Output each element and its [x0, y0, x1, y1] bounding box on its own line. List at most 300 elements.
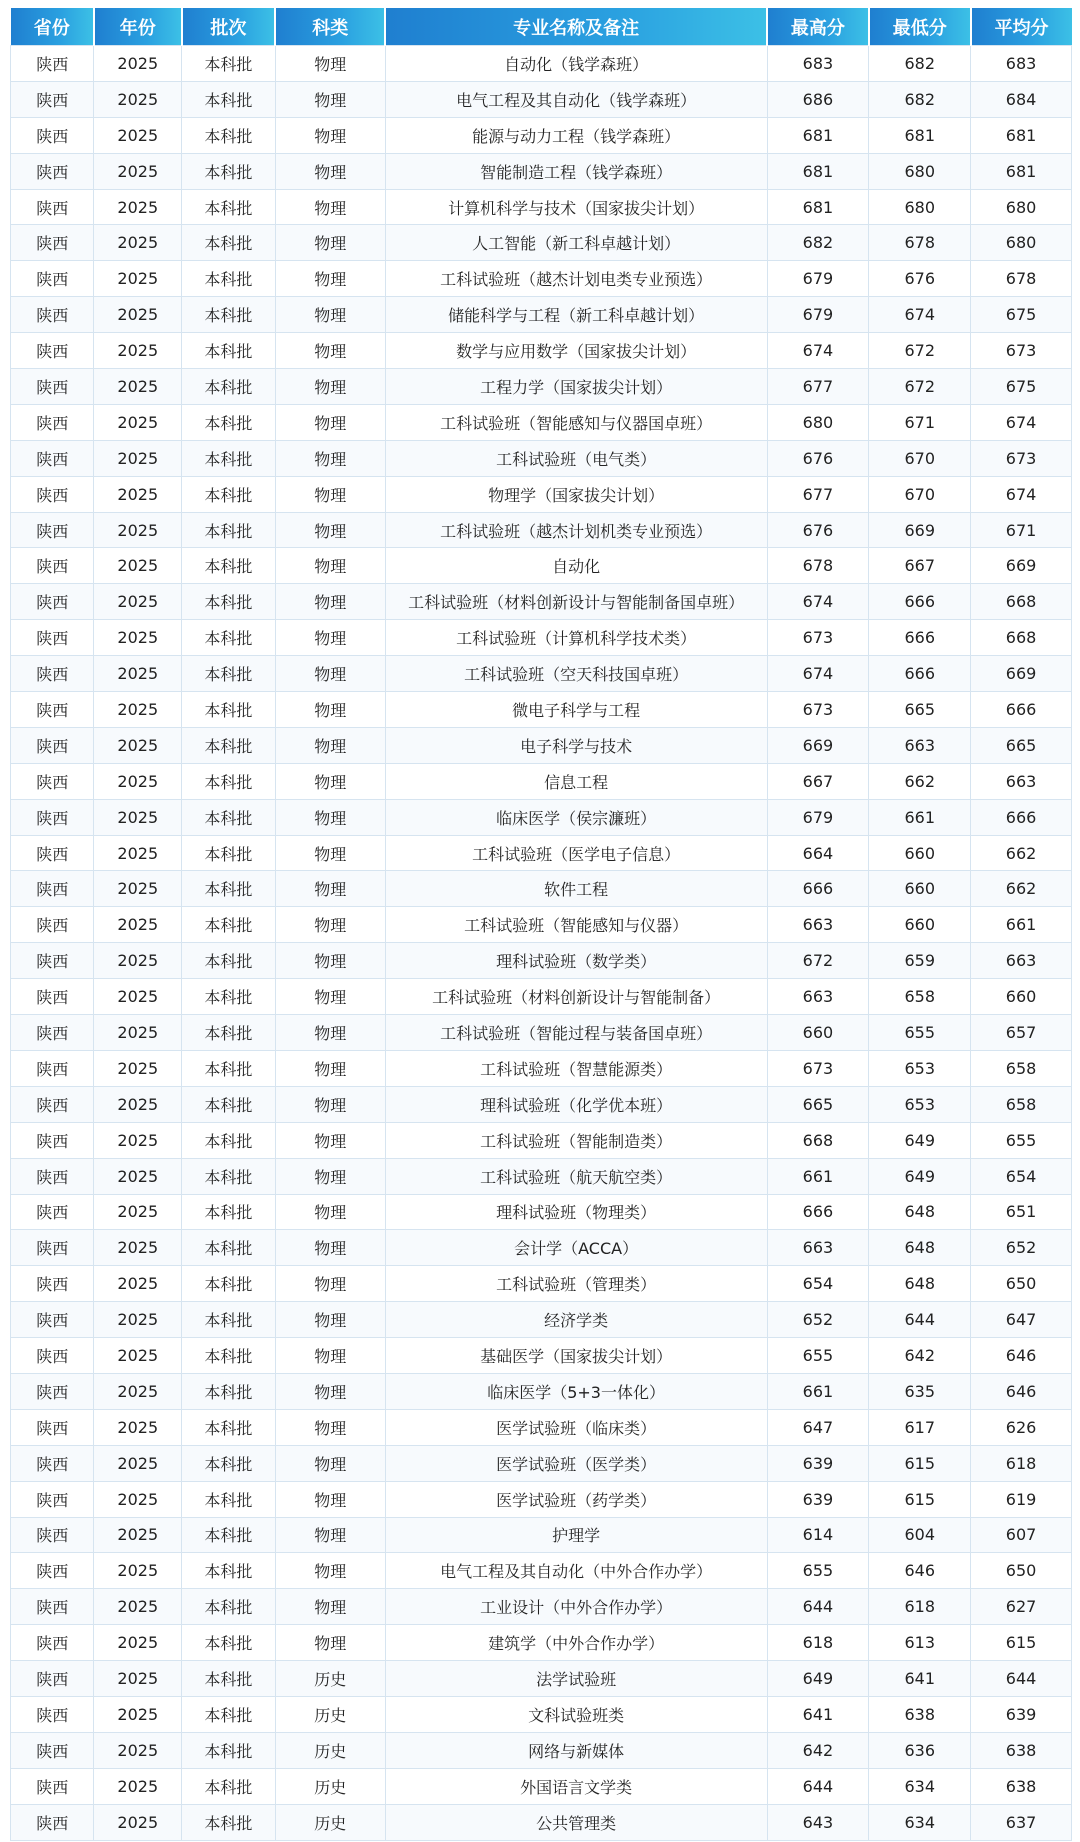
table-row: [11, 153, 1072, 189]
cell-subject: 物理: [275, 835, 385, 871]
cell-province: 陕西: [11, 1373, 94, 1409]
cell-major-name: 人工智能（新工科卓越计划）: [385, 225, 767, 261]
cell-min-score: 666: [869, 584, 971, 620]
cell-avg-score: 673: [971, 333, 1072, 369]
cell-batch: 本科批: [182, 692, 276, 728]
cell-major-name: 工程力学（国家拔尖计划）: [385, 369, 767, 405]
cell-min-score: 660: [869, 907, 971, 943]
cell-batch: 本科批: [182, 1661, 276, 1697]
cell-batch: 本科批: [182, 1194, 276, 1230]
cell-province: 陕西: [11, 333, 94, 369]
cell-avg-score: 650: [971, 1266, 1072, 1302]
cell-batch: 本科批: [182, 1266, 276, 1302]
cell-subject: 物理: [275, 297, 385, 333]
cell-min-score: 604: [869, 1517, 971, 1553]
cell-avg-score: 663: [971, 943, 1072, 979]
cell-major-name: 工科试验班（材料创新设计与智能制备）: [385, 979, 767, 1015]
cell-year: 2025: [94, 1732, 182, 1768]
cell-year: 2025: [94, 763, 182, 799]
table-body: [11, 46, 1072, 1841]
cell-major-name: 储能科学与工程（新工科卓越计划）: [385, 297, 767, 333]
table-row: [11, 584, 1072, 620]
cell-year: 2025: [94, 261, 182, 297]
cell-min-score: 615: [869, 1445, 971, 1481]
cell-year: 2025: [94, 1373, 182, 1409]
cell-year: 2025: [94, 1266, 182, 1302]
cell-batch: 本科批: [182, 548, 276, 584]
cell-province: 陕西: [11, 153, 94, 189]
cell-major-name: 医学试验班（临床类）: [385, 1409, 767, 1445]
table-row: [11, 692, 1072, 728]
table-row: [11, 620, 1072, 656]
cell-batch: 本科批: [182, 1696, 276, 1732]
cell-province: 陕西: [11, 1015, 94, 1051]
cell-max-score: 673: [767, 692, 869, 728]
cell-min-score: 671: [869, 404, 971, 440]
table-row: [11, 1589, 1072, 1625]
cell-batch: 本科批: [182, 46, 276, 82]
table-row: [11, 871, 1072, 907]
cell-min-score: 682: [869, 81, 971, 117]
cell-major-name: 工科试验班（材料创新设计与智能制备国卓班）: [385, 584, 767, 620]
cell-max-score: 666: [767, 1194, 869, 1230]
cell-min-score: 655: [869, 1015, 971, 1051]
cell-max-score: 674: [767, 584, 869, 620]
cell-subject: 物理: [275, 1302, 385, 1338]
table-row: [11, 1015, 1072, 1051]
cell-year: 2025: [94, 548, 182, 584]
cell-year: 2025: [94, 1122, 182, 1158]
cell-year: 2025: [94, 333, 182, 369]
cell-max-score: 674: [767, 656, 869, 692]
table-row: [11, 763, 1072, 799]
cell-year: 2025: [94, 1553, 182, 1589]
cell-max-score: 676: [767, 512, 869, 548]
cell-avg-score: 637: [971, 1804, 1072, 1840]
cell-max-score: 661: [767, 1373, 869, 1409]
cell-batch: 本科批: [182, 1373, 276, 1409]
cell-max-score: 661: [767, 1158, 869, 1194]
cell-avg-score: 607: [971, 1517, 1072, 1553]
cell-subject: 物理: [275, 512, 385, 548]
cell-province: 陕西: [11, 404, 94, 440]
cell-subject: 物理: [275, 153, 385, 189]
cell-min-score: 662: [869, 763, 971, 799]
cell-subject: 物理: [275, 1050, 385, 1086]
cell-max-score: 667: [767, 763, 869, 799]
cell-province: 陕西: [11, 1338, 94, 1374]
cell-province: 陕西: [11, 907, 94, 943]
cell-province: 陕西: [11, 117, 94, 153]
cell-min-score: 676: [869, 261, 971, 297]
cell-min-score: 678: [869, 225, 971, 261]
cell-major-name: 理科试验班（物理类）: [385, 1194, 767, 1230]
cell-subject: 物理: [275, 1122, 385, 1158]
cell-subject: 历史: [275, 1732, 385, 1768]
cell-subject: 历史: [275, 1696, 385, 1732]
cell-min-score: 634: [869, 1804, 971, 1840]
cell-avg-score: 655: [971, 1122, 1072, 1158]
cell-province: 陕西: [11, 1158, 94, 1194]
cell-province: 陕西: [11, 512, 94, 548]
cell-min-score: 615: [869, 1481, 971, 1517]
cell-province: 陕西: [11, 871, 94, 907]
cell-year: 2025: [94, 225, 182, 261]
cell-min-score: 636: [869, 1732, 971, 1768]
cell-batch: 本科批: [182, 1517, 276, 1553]
cell-batch: 本科批: [182, 763, 276, 799]
cell-subject: 物理: [275, 1015, 385, 1051]
cell-batch: 本科批: [182, 333, 276, 369]
table-row: [11, 1732, 1072, 1768]
cell-major-name: 微电子科学与工程: [385, 692, 767, 728]
cell-batch: 本科批: [182, 512, 276, 548]
cell-province: 陕西: [11, 189, 94, 225]
cell-avg-score: 669: [971, 656, 1072, 692]
cell-max-score: 668: [767, 1122, 869, 1158]
table-row: [11, 440, 1072, 476]
cell-batch: 本科批: [182, 620, 276, 656]
cell-province: 陕西: [11, 1050, 94, 1086]
cell-batch: 本科批: [182, 1015, 276, 1051]
cell-province: 陕西: [11, 1122, 94, 1158]
cell-min-score: 672: [869, 369, 971, 405]
table-row: [11, 943, 1072, 979]
cell-year: 2025: [94, 979, 182, 1015]
cell-min-score: 663: [869, 727, 971, 763]
table-row: [11, 1266, 1072, 1302]
table-row: [11, 1302, 1072, 1338]
cell-subject: 物理: [275, 1373, 385, 1409]
cell-min-score: 646: [869, 1553, 971, 1589]
cell-province: 陕西: [11, 943, 94, 979]
cell-province: 陕西: [11, 1804, 94, 1840]
cell-province: 陕西: [11, 584, 94, 620]
table-row: [11, 117, 1072, 153]
cell-subject: 物理: [275, 404, 385, 440]
cell-subject: 物理: [275, 656, 385, 692]
table-row: [11, 333, 1072, 369]
cell-subject: 物理: [275, 1517, 385, 1553]
column-header-batch: 批次: [182, 8, 276, 46]
cell-province: 陕西: [11, 369, 94, 405]
cell-max-score: 679: [767, 261, 869, 297]
cell-province: 陕西: [11, 656, 94, 692]
cell-max-score: 663: [767, 907, 869, 943]
cell-batch: 本科批: [182, 943, 276, 979]
table-row: [11, 261, 1072, 297]
table-header: [11, 8, 1072, 46]
cell-subject: 物理: [275, 584, 385, 620]
cell-province: 陕西: [11, 1194, 94, 1230]
cell-batch: 本科批: [182, 656, 276, 692]
cell-min-score: 653: [869, 1086, 971, 1122]
cell-max-score: 644: [767, 1589, 869, 1625]
cell-subject: 物理: [275, 1266, 385, 1302]
cell-year: 2025: [94, 656, 182, 692]
cell-avg-score: 671: [971, 512, 1072, 548]
cell-min-score: 613: [869, 1625, 971, 1661]
cell-subject: 物理: [275, 1086, 385, 1122]
cell-avg-score: 684: [971, 81, 1072, 117]
table-row: [11, 1768, 1072, 1804]
cell-max-score: 674: [767, 333, 869, 369]
cell-subject: 物理: [275, 476, 385, 512]
cell-province: 陕西: [11, 548, 94, 584]
cell-max-score: 672: [767, 943, 869, 979]
cell-province: 陕西: [11, 799, 94, 835]
cell-batch: 本科批: [182, 727, 276, 763]
table-row: [11, 1194, 1072, 1230]
cell-max-score: 643: [767, 1804, 869, 1840]
cell-max-score: 655: [767, 1553, 869, 1589]
cell-subject: 物理: [275, 1338, 385, 1374]
cell-major-name: 工科试验班（越杰计划电类专业预选）: [385, 261, 767, 297]
table-row: [11, 476, 1072, 512]
cell-max-score: 663: [767, 1230, 869, 1266]
cell-province: 陕西: [11, 440, 94, 476]
cell-min-score: 669: [869, 512, 971, 548]
cell-batch: 本科批: [182, 907, 276, 943]
cell-avg-score: 681: [971, 153, 1072, 189]
cell-batch: 本科批: [182, 1230, 276, 1266]
cell-subject: 物理: [275, 46, 385, 82]
cell-major-name: 临床医学（5+3一体化）: [385, 1373, 767, 1409]
cell-batch: 本科批: [182, 297, 276, 333]
cell-subject: 物理: [275, 1409, 385, 1445]
cell-min-score: 659: [869, 943, 971, 979]
cell-avg-score: 658: [971, 1086, 1072, 1122]
cell-batch: 本科批: [182, 440, 276, 476]
cell-subject: 物理: [275, 1445, 385, 1481]
table-row: [11, 225, 1072, 261]
cell-avg-score: 669: [971, 548, 1072, 584]
table-row: [11, 1481, 1072, 1517]
cell-avg-score: 674: [971, 476, 1072, 512]
cell-subject: 物理: [275, 440, 385, 476]
table-row: [11, 1122, 1072, 1158]
table-row: [11, 404, 1072, 440]
table-row: [11, 189, 1072, 225]
table-row: [11, 1661, 1072, 1697]
cell-min-score: 635: [869, 1373, 971, 1409]
cell-province: 陕西: [11, 1409, 94, 1445]
cell-avg-score: 675: [971, 297, 1072, 333]
cell-year: 2025: [94, 1302, 182, 1338]
cell-year: 2025: [94, 835, 182, 871]
cell-year: 2025: [94, 1481, 182, 1517]
cell-avg-score: 681: [971, 117, 1072, 153]
table-row: [11, 369, 1072, 405]
cell-min-score: 649: [869, 1158, 971, 1194]
cell-year: 2025: [94, 620, 182, 656]
cell-avg-score: 650: [971, 1553, 1072, 1589]
cell-province: 陕西: [11, 1517, 94, 1553]
cell-avg-score: 663: [971, 763, 1072, 799]
cell-avg-score: 668: [971, 620, 1072, 656]
cell-major-name: 理科试验班（数学类）: [385, 943, 767, 979]
column-header-avg-score: 平均分: [971, 8, 1072, 46]
cell-major-name: 工科试验班（电气类）: [385, 440, 767, 476]
cell-max-score: 681: [767, 153, 869, 189]
cell-province: 陕西: [11, 1553, 94, 1589]
cell-major-name: 基础医学（国家拔尖计划）: [385, 1338, 767, 1374]
cell-batch: 本科批: [182, 979, 276, 1015]
cell-province: 陕西: [11, 1732, 94, 1768]
cell-province: 陕西: [11, 1625, 94, 1661]
cell-subject: 物理: [275, 225, 385, 261]
cell-province: 陕西: [11, 1768, 94, 1804]
cell-subject: 物理: [275, 907, 385, 943]
cell-avg-score: 651: [971, 1194, 1072, 1230]
cell-batch: 本科批: [182, 225, 276, 261]
cell-min-score: 660: [869, 835, 971, 871]
cell-subject: 物理: [275, 1625, 385, 1661]
table-row: [11, 1086, 1072, 1122]
cell-province: 陕西: [11, 620, 94, 656]
cell-subject: 物理: [275, 369, 385, 405]
cell-province: 陕西: [11, 1589, 94, 1625]
cell-max-score: 673: [767, 1050, 869, 1086]
cell-max-score: 639: [767, 1445, 869, 1481]
cell-year: 2025: [94, 189, 182, 225]
cell-province: 陕西: [11, 297, 94, 333]
cell-batch: 本科批: [182, 871, 276, 907]
cell-major-name: 公共管理类: [385, 1804, 767, 1840]
cell-avg-score: 662: [971, 835, 1072, 871]
cell-avg-score: 626: [971, 1409, 1072, 1445]
cell-year: 2025: [94, 1338, 182, 1374]
cell-min-score: 641: [869, 1661, 971, 1697]
cell-avg-score: 666: [971, 799, 1072, 835]
cell-max-score: 655: [767, 1338, 869, 1374]
table-row: [11, 727, 1072, 763]
cell-year: 2025: [94, 404, 182, 440]
cell-subject: 物理: [275, 81, 385, 117]
cell-year: 2025: [94, 1445, 182, 1481]
cell-province: 陕西: [11, 727, 94, 763]
cell-batch: 本科批: [182, 369, 276, 405]
cell-year: 2025: [94, 727, 182, 763]
cell-avg-score: 675: [971, 369, 1072, 405]
cell-year: 2025: [94, 871, 182, 907]
cell-max-score: 660: [767, 1015, 869, 1051]
cell-province: 陕西: [11, 763, 94, 799]
cell-max-score: 642: [767, 1732, 869, 1768]
cell-max-score: 679: [767, 799, 869, 835]
column-header-subject: 科类: [275, 8, 385, 46]
cell-batch: 本科批: [182, 1086, 276, 1122]
cell-max-score: 641: [767, 1696, 869, 1732]
cell-major-name: 工科试验班（智能感知与仪器国卓班）: [385, 404, 767, 440]
cell-province: 陕西: [11, 261, 94, 297]
cell-year: 2025: [94, 799, 182, 835]
header-row: [11, 8, 1072, 46]
cell-subject: 物理: [275, 1194, 385, 1230]
cell-major-name: 计算机科学与技术（国家拔尖计划）: [385, 189, 767, 225]
cell-max-score: 644: [767, 1768, 869, 1804]
cell-min-score: 617: [869, 1409, 971, 1445]
cell-max-score: 666: [767, 871, 869, 907]
cell-batch: 本科批: [182, 1409, 276, 1445]
cell-max-score: 652: [767, 1302, 869, 1338]
cell-min-score: 680: [869, 189, 971, 225]
cell-major-name: 护理学: [385, 1517, 767, 1553]
cell-subject: 物理: [275, 1553, 385, 1589]
cell-min-score: 672: [869, 333, 971, 369]
table-row: [11, 656, 1072, 692]
cell-year: 2025: [94, 943, 182, 979]
cell-max-score: 681: [767, 189, 869, 225]
cell-min-score: 648: [869, 1194, 971, 1230]
table-row: [11, 1409, 1072, 1445]
cell-max-score: 618: [767, 1625, 869, 1661]
cell-province: 陕西: [11, 1661, 94, 1697]
table-row: [11, 799, 1072, 835]
cell-max-score: 678: [767, 548, 869, 584]
cell-subject: 物理: [275, 1481, 385, 1517]
cell-major-name: 工科试验班（管理类）: [385, 1266, 767, 1302]
cell-avg-score: 627: [971, 1589, 1072, 1625]
cell-province: 陕西: [11, 1230, 94, 1266]
cell-year: 2025: [94, 1804, 182, 1840]
cell-max-score: 649: [767, 1661, 869, 1697]
cell-min-score: 648: [869, 1266, 971, 1302]
cell-year: 2025: [94, 692, 182, 728]
cell-batch: 本科批: [182, 1804, 276, 1840]
cell-min-score: 618: [869, 1589, 971, 1625]
cell-province: 陕西: [11, 1445, 94, 1481]
cell-subject: 历史: [275, 1661, 385, 1697]
cell-major-name: 能源与动力工程（钱学森班）: [385, 117, 767, 153]
cell-year: 2025: [94, 1661, 182, 1697]
cell-max-score: 679: [767, 297, 869, 333]
cell-major-name: 经济学类: [385, 1302, 767, 1338]
cell-max-score: 639: [767, 1481, 869, 1517]
cell-min-score: 666: [869, 656, 971, 692]
cell-batch: 本科批: [182, 1122, 276, 1158]
cell-year: 2025: [94, 1768, 182, 1804]
cell-batch: 本科批: [182, 799, 276, 835]
cell-batch: 本科批: [182, 1302, 276, 1338]
cell-avg-score: 639: [971, 1696, 1072, 1732]
cell-major-name: 工科试验班（航天航空类）: [385, 1158, 767, 1194]
cell-subject: 物理: [275, 117, 385, 153]
cell-major-name: 会计学（ACCA）: [385, 1230, 767, 1266]
cell-province: 陕西: [11, 1481, 94, 1517]
cell-subject: 物理: [275, 620, 385, 656]
cell-min-score: 644: [869, 1302, 971, 1338]
cell-min-score: 660: [869, 871, 971, 907]
cell-max-score: 669: [767, 727, 869, 763]
cell-province: 陕西: [11, 1086, 94, 1122]
cell-year: 2025: [94, 907, 182, 943]
cell-avg-score: 638: [971, 1732, 1072, 1768]
cell-major-name: 工业设计（中外合作办学）: [385, 1589, 767, 1625]
cell-max-score: 677: [767, 476, 869, 512]
cell-major-name: 自动化（钱学森班）: [385, 46, 767, 82]
cell-avg-score: 618: [971, 1445, 1072, 1481]
cell-min-score: 665: [869, 692, 971, 728]
cell-year: 2025: [94, 584, 182, 620]
cell-major-name: 网络与新媒体: [385, 1732, 767, 1768]
cell-avg-score: 652: [971, 1230, 1072, 1266]
cell-batch: 本科批: [182, 1589, 276, 1625]
cell-batch: 本科批: [182, 117, 276, 153]
cell-major-name: 工科试验班（智能感知与仪器）: [385, 907, 767, 943]
cell-avg-score: 657: [971, 1015, 1072, 1051]
cell-min-score: 681: [869, 117, 971, 153]
